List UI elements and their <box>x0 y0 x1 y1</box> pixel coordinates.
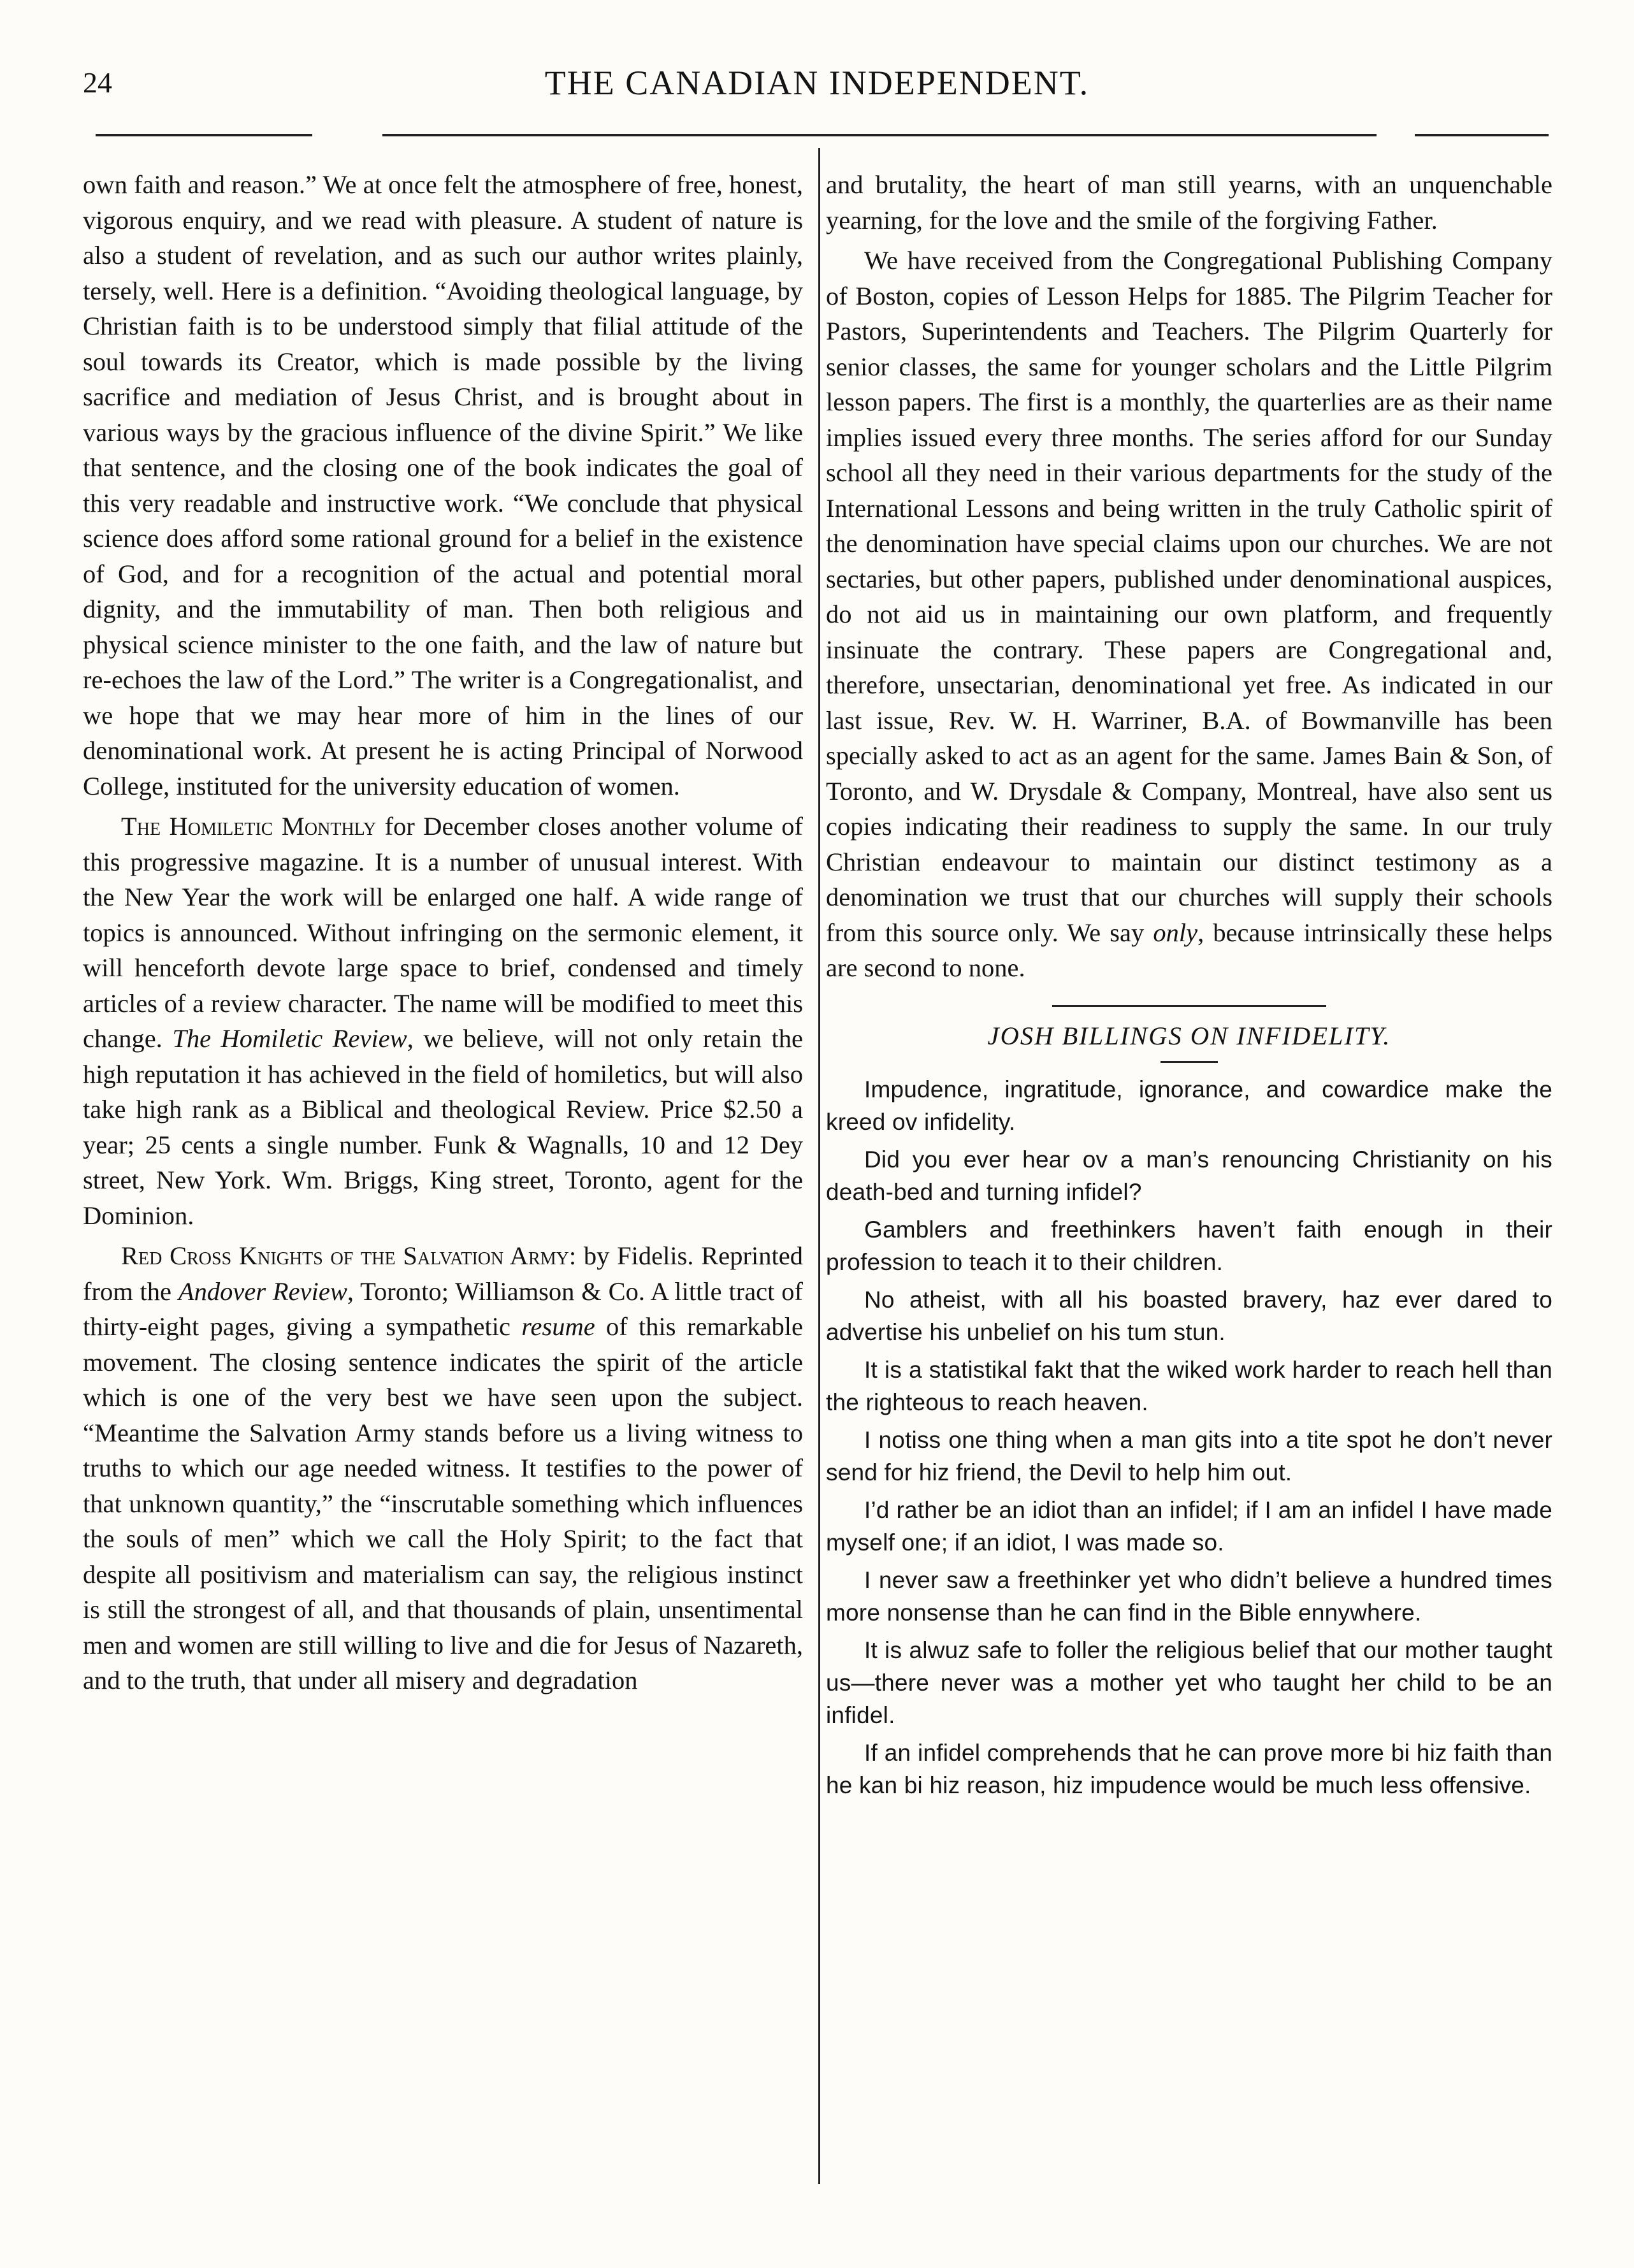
column-divider <box>818 148 820 2184</box>
journal-title: THE CANADIAN INDEPENDENT. <box>544 64 1090 102</box>
homiletic-monthly-lead: The Homiletic Monthly <box>121 812 377 841</box>
saying-paragraph: It is alwuz safe to foller the religious belief that our mother taught us—there never was a mother yet who taught her child to be an infidel. <box>826 1637 1552 1728</box>
right-column <box>826 167 1552 1802</box>
continued-review-paragraph: own faith and reason.” We at once felt the atmosphere of free, honest, vigorous enquiry, and we read with pleasure. A student of nature is also a student of revelation, and as such our author writes plainly, tersely, well. Here is a definition. “Avoiding theological language, by Christian faith is to be understood simply that filial attitude of the soul towards its Creator, which is made possible by the living sacrifice and mediation of Jesus Christ, and is brought about in various ways by the gracious influence of the divine Spirit.” We like that sentence, and the closing one of the book indicates the goal of this very readable and instructive work. “We conclude that physical science does afford some rational ground for a belief in the existence of God, and for a recognition of the actual and potential moral dignity, and the immutability of man. Then both religious and physical science minister to the one faith, and the law of nature but re-echoes the law of the Lord.” The writer is a Congregationalist, and we hope that we may hear more of him in the lines of our denominational work. At present he is acting Principal of Norwood College, instituted for the university education of women. <box>83 170 803 800</box>
saying-paragraph: It is a statistikal fakt that the wiked work harder to reach hell than the righteous to reach heaven. <box>826 1357 1552 1415</box>
header-rule-left <box>96 134 312 136</box>
left-column <box>83 167 803 1698</box>
section-divider-rule <box>1052 1005 1326 1007</box>
red-cross-knights-paragraph: Red Cross Knights of the Salvation Army: by Fidelis. Reprinted from the Andover Review, Toronto; Williamson & Co. A little tract of thirty-eight pages, giving a sympathetic resume of this remarkable movement. The closing sentence indicates the spirit of the article which is one of the very best we have seen upon the subject. “Meantime the Salvation Army stands before us a living witness to truths to which our age needed witness. It testifies to the power of that unknown quantity,” the “inscrutable something which influences the souls of men” which we call the Holy Spirit; to the fact that despite all positivism and materialism can say, the religious instinct is still the strongest of all, and that thousands of plain, unsentimental men and women are still willing to live and die for Jesus of Nazareth, and to the truth, that under all misery and degradation <box>83 1241 803 1694</box>
saying-paragraph: Impudence, ingratitude, ignorance, and cowardice make the kreed ov infidelity. <box>826 1076 1552 1135</box>
running-head <box>83 57 1551 108</box>
continued-paragraph: and brutality, the heart of man still yearns, with an unquenchable yearning, for the love and the smile of the forgiving Father. <box>826 170 1552 235</box>
header-rule-right <box>1415 134 1549 136</box>
andover-review-title: Andover Review <box>178 1276 347 1306</box>
header-rule-middle <box>382 134 1377 136</box>
saying-paragraph: I notiss one thing when a man gits into a tite spot he don’t never send for hiz friend, the Devil to help him out. <box>826 1427 1552 1485</box>
saying-paragraph: I’d rather be an idiot than an infidel; if I am an infidel I have made myself one; if an idiot, I was made so. <box>826 1497 1552 1556</box>
red-cross-knights-lead: Red Cross Knights of the Salvation Army <box>121 1241 569 1270</box>
section-title: JOSH BILLINGS ON INFIDELITY. <box>987 1021 1391 1050</box>
page-number: 24 <box>83 66 112 99</box>
saying-paragraph: I never saw a freethinker yet who didn’t believe a hundred times more nonsense than he can find in the Bible ennywhere. <box>826 1567 1552 1626</box>
resume-word: resume <box>521 1312 595 1341</box>
only-emphasis: only <box>1153 918 1198 947</box>
saying-paragraph: If an infidel comprehends that he can prove more bi hiz faith than he kan bi hiz reason, hiz impudence would be much less offensive. <box>826 1740 1552 1798</box>
lesson-helps-paragraph: We have received from the Congregational Publishing Company of Boston, copies of Lesson Helps for 1885. The Pilgrim Teacher for Pastors, Superintendents and Teachers. The Pilgrim Quarterly for senior classes, the same for younger scholars and the Little Pilgrim lesson papers. The first is a monthly, the quarterlies are as their name implies issued every three months. The series afford for our Sunday school all they need in their various departments for the study of the International Lessons and being written in the truly Catholic spirit of the denomination have special claims upon our churches. We are not sectaries, but other papers, published under denominational auspices, do not aid us in maintaining our own platform, and frequently insinuate the contrary. These papers are Congregational and, therefore, unsectarian, denominational yet free. As indicated in our last issue, Rev. W. H. Warriner, B.A. of Bowmanville has been specially asked to act as an agent for the same. James Bain & Son, of Toronto, and W. Drysdale & Company, Montreal, have also sent us copies indicating their readiness to supply the same. In our truly Christian endeavour to maintain our distinct testimony as a denomination we trust that our churches will supply their schools from this source only. We say only, because intrinsically these helps are second to none. <box>826 246 1552 982</box>
section-title-underline <box>1160 1061 1218 1063</box>
saying-paragraph: No atheist, with all his boasted bravery, haz ever dared to advertise his unbelief on his tum stun. <box>826 1287 1552 1345</box>
saying-paragraph: Gamblers and freethinkers haven’t faith enough in their profession to teach it to their children. <box>826 1217 1552 1275</box>
homiletic-review-title: The Homiletic Review <box>172 1024 407 1053</box>
saying-paragraph: Did you ever hear ov a man’s renouncing Christianity on his death-bed and turning infidel? <box>826 1146 1552 1205</box>
homiletic-monthly-paragraph: The Homiletic Monthly for December closes another volume of this progressive magazine. It is a number of unusual interest. With the New Year the work will be enlarged one half. A wide range of topics is announced. Without infringing on the sermonic element, it will henceforth devote large space to brief, condensed and timely articles of a review character. The name will be modified to meet this change. The Homiletic Review, we believe, will not only retain the high reputation it has achieved in the field of homiletics, but will also take high rank as a Biblical and theological Review. Price $2.50 a year; 25 cents a single number. Funk & Wagnalls, 10 and 12 Dey street, New York. Wm. Briggs, King street, Toronto, agent for the Dominion. <box>83 812 804 1230</box>
josh-billings-sayings <box>826 1073 1552 1802</box>
